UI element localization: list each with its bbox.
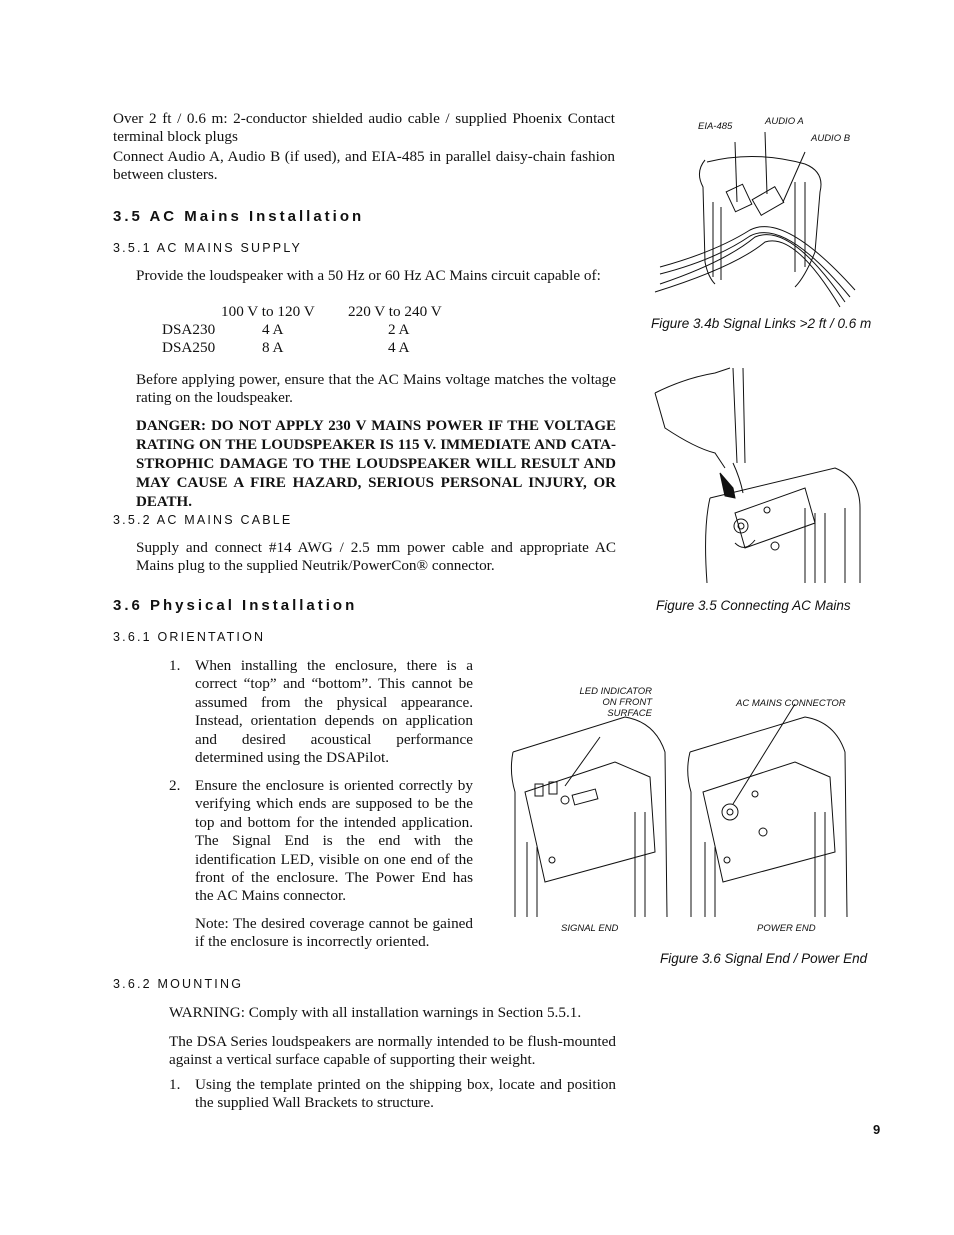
intro-paragraph-2: Connect Audio A, Audio B (if used), and EIA-485 in parallel daisy-chain fashion between clusters. (113, 148, 615, 184)
orientation-note: Note: The desired coverage cannot be gained if the enclosure is incorrectly oriented. (195, 915, 473, 951)
figure-3-5-caption: Figure 3.5 Connecting AC Mains (656, 598, 851, 613)
page-number: 9 (873, 1122, 881, 1137)
table-cell-low: 4 A (262, 321, 284, 338)
table-col-header-low: 100 V to 120 V (221, 303, 315, 320)
orientation-item-1: When installing the enclosure, there is a correct “top” and “bottom”. This cannot be assumed from the physical appearance. Instead, orientation depends on application and desired acoustical performance determined using the DSAPilot. (195, 657, 473, 767)
section-heading-3-5: 3.5 AC Mains Installation (113, 208, 365, 225)
before-power-paragraph: Before applying power, ensure that the AC Mains voltage matches the voltage rating on the loudspeaker. (136, 371, 616, 407)
label-ac-mains-connector: AC MAINS CONNECTOR (736, 698, 846, 709)
mounting-warning: WARNING: Comply with all installation warnings in Section 5.5.1. (169, 1004, 582, 1021)
table-cell-model: DSA250 (162, 339, 216, 356)
list-item-number: 2. (169, 777, 181, 794)
figure-3-6-caption: Figure 3.6 Signal End / Power End (660, 951, 868, 966)
table-cell-high: 2 A (388, 321, 410, 338)
list-item-number: 1. (169, 1076, 181, 1093)
list-item-number: 1. (169, 657, 181, 674)
label-audio-a: AUDIO A (765, 116, 804, 127)
figure-3-5-illustration (655, 368, 865, 588)
subsection-heading-3-5-2: 3.5.2 AC MAINS CABLE (113, 513, 293, 527)
table-col-header-high: 220 V to 240 V (348, 303, 442, 320)
subsection-heading-3-6-1: 3.6.1 ORIENTATION (113, 630, 266, 644)
label-eia-485: EIA-485 (698, 121, 733, 132)
section-heading-3-6: 3.6 Physical Installation (113, 597, 358, 614)
subsection-heading-3-5-1: 3.5.1 AC MAINS SUPPLY (113, 241, 303, 255)
label-audio-b: AUDIO B (811, 133, 851, 144)
table-cell-model: DSA230 (162, 321, 216, 338)
supply-paragraph: Provide the loudspeaker with a 50 Hz or 60 Hz AC Mains circuit capable of: (136, 267, 601, 284)
subsection-heading-3-6-2: 3.6.2 MOUNTING (113, 977, 244, 991)
table-cell-low: 8 A (262, 339, 284, 356)
figure-3-6-illustration (505, 712, 875, 922)
label-signal-end: SIGNAL END (561, 923, 619, 934)
mounting-paragraph: The DSA Series loudspeakers are normally intended to be flush-mounted against a vertical surface capable of supporting their weight. (169, 1033, 616, 1069)
table-cell-high: 4 A (388, 339, 410, 356)
orientation-item-2: Ensure the enclosure is oriented correctly by verifying which ends are supposed to be the top and bottom for the intended application. The Signal End is the end with the identification LED, visible on one end of the front of the enclosure. The Power End has the AC Mains connector. (195, 777, 473, 905)
label-power-end: POWER END (757, 923, 816, 934)
label-led-indicator: LED INDICATOR ON FRONT SURFACE (579, 686, 652, 719)
figure-3-4b-caption: Figure 3.4b Signal Links >2 ft / 0.6 m (651, 316, 872, 331)
mounting-item-1: Using the template printed on the shipping box, locate and position the supplied Wall Brackets to structure. (195, 1076, 616, 1112)
danger-warning: DANGER: DO NOT APPLY 230 V MAINS POWER IF THE VOLTAGE RATING ON THE LOUDSPEAKER IS 115 V. IMMEDIATE AND CATA-STROPHIC DAMAGE TO THE LOUDSPEAKER WILL RESULT AND MAY CAUSE A FIRE HAZARD, SERIOUS PERSONAL INJURY, OR DEATH. (136, 418, 616, 510)
cable-paragraph: Supply and connect #14 AWG / 2.5 mm power cable and appropriate AC Mains plug to the supplied Neutrik/PowerCon® connector. (136, 539, 616, 575)
intro-paragraph-1: Over 2 ft / 0.6 m: 2-conductor shielded audio cable / supplied Phoenix Contact terminal block plugs (113, 110, 615, 146)
